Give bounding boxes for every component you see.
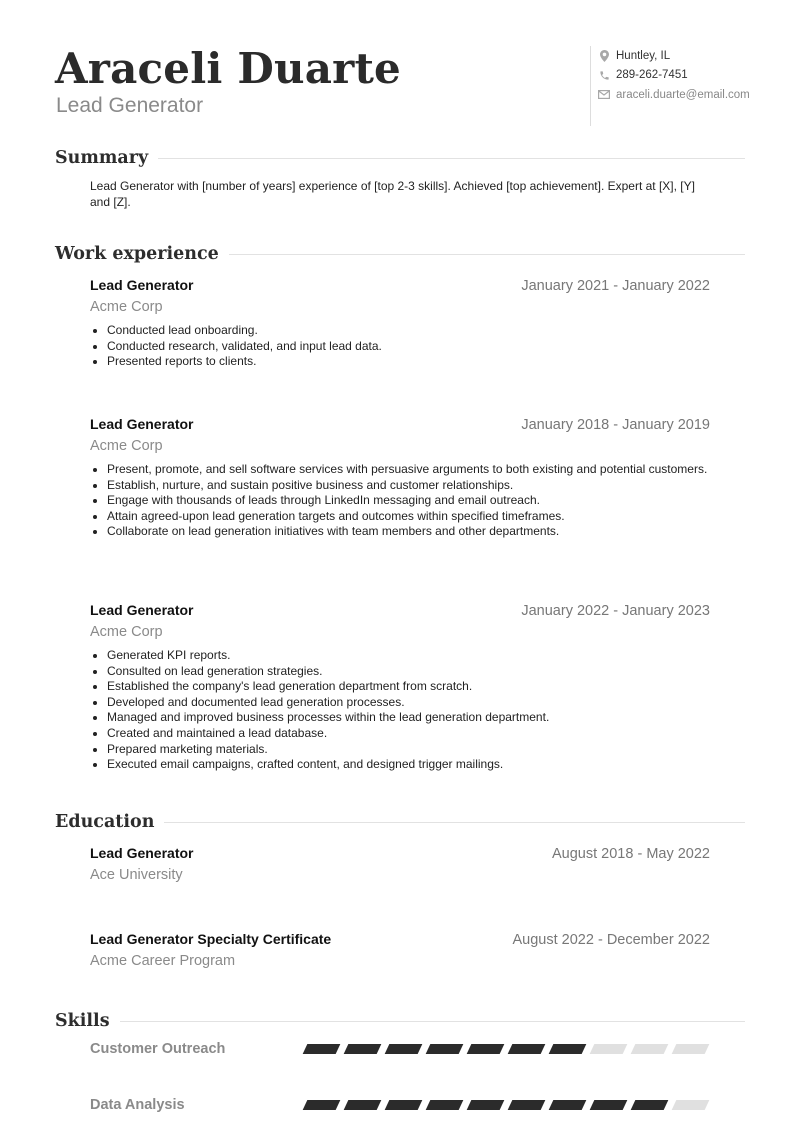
skill-level-bar	[305, 1100, 715, 1110]
contact-divider	[590, 46, 591, 126]
skill-segment-empty	[672, 1100, 710, 1110]
bullet-item: • Establish, nurture, and sustain positive business and customer relationships.	[107, 478, 710, 494]
bullet-item: • Conducted lead onboarding.	[107, 323, 710, 339]
education-degree: Lead Generator	[90, 845, 194, 861]
skills-heading: Skills	[55, 1011, 110, 1031]
work-entry-title: Lead Generator	[90, 416, 194, 432]
phone-icon	[598, 69, 610, 81]
summary-text: Lead Generator with [number of years] experience of [top 2-3 skills]. Achieved [top achievement]. Expert at [X], [Y] and [Z].	[90, 179, 695, 209]
bullet-item: • Established the company's lead generation department from scratch.	[107, 679, 710, 695]
skill-segment-filled	[426, 1044, 464, 1054]
skill-segment-empty	[631, 1044, 669, 1054]
education-dates: August 2018 - May 2022	[552, 846, 710, 862]
education-degree: Lead Generator Specialty Certificate	[90, 931, 332, 947]
bullet-item: • Presented reports to clients.	[107, 354, 710, 370]
work-entry-title: Lead Generator	[90, 277, 194, 293]
contact-list	[598, 46, 750, 105]
work-entry-bullets	[90, 323, 710, 370]
skill-segment-empty	[672, 1044, 710, 1054]
skill-segment-filled	[385, 1100, 423, 1110]
skill-row	[90, 1039, 715, 1059]
skill-segment-filled	[508, 1044, 546, 1054]
section-divider	[120, 1021, 745, 1022]
work-entry	[90, 600, 710, 773]
skill-name: Data Analysis	[90, 1097, 185, 1113]
section-divider	[158, 158, 745, 159]
education-section-header	[55, 809, 745, 835]
skill-segment-filled	[303, 1100, 341, 1110]
resume-job-title: Lead Generator	[56, 94, 204, 117]
skill-row	[90, 1095, 715, 1115]
map-pin-icon	[598, 50, 610, 62]
work-entry-bullets	[90, 462, 710, 540]
bullet-item: • Generated KPI reports.	[107, 648, 710, 664]
education-school: Ace University	[90, 867, 183, 883]
skill-segment-filled	[631, 1100, 669, 1110]
skills-section-header	[55, 1008, 745, 1034]
bullet-item: • Created and maintained a lead database.	[107, 726, 710, 742]
education-entry	[90, 929, 710, 971]
bullet-item: • Developed and documented lead generation processes.	[107, 695, 710, 711]
contact-email[interactable]	[598, 85, 750, 105]
education-heading: Education	[55, 812, 155, 832]
bullet-item: • Collaborate on lead generation initiatives with team members and other departments.	[107, 524, 710, 540]
skill-segment-filled	[426, 1100, 464, 1110]
work-entry-company: Acme Corp	[90, 624, 163, 640]
work-entry-dates: January 2021 - January 2022	[521, 278, 710, 294]
contact-phone-text: 289-262-7451	[616, 69, 688, 82]
work-entry-dates: January 2018 - January 2019	[521, 417, 710, 433]
work-heading: Work experience	[55, 244, 219, 264]
education-school: Acme Career Program	[90, 953, 236, 969]
bullet-item: • Managed and improved business processes within the lead generation department.	[107, 710, 710, 726]
work-entry-company: Acme Corp	[90, 299, 163, 315]
section-divider	[229, 254, 745, 255]
skill-segment-empty	[590, 1044, 628, 1054]
contact-phone	[598, 66, 750, 86]
bullet-item: • Prepared marketing materials.	[107, 742, 710, 758]
skill-segment-filled	[549, 1044, 587, 1054]
summary-heading: Summary	[55, 148, 149, 168]
education-entry	[90, 843, 710, 885]
contact-location	[598, 46, 750, 66]
work-entry-company: Acme Corp	[90, 438, 163, 454]
bullet-item: • Conducted research, validated, and input lead data.	[107, 339, 710, 355]
skill-segment-filled	[344, 1044, 382, 1054]
skill-segment-filled	[549, 1100, 587, 1110]
work-entry-title: Lead Generator	[90, 602, 194, 618]
contact-email-text[interactable]: araceli.duarte@email.com	[616, 88, 750, 101]
work-entry	[90, 275, 710, 370]
skill-segment-filled	[467, 1100, 505, 1110]
education-dates: August 2022 - December 2022	[512, 932, 710, 948]
skill-segment-filled	[303, 1044, 341, 1054]
skill-segment-filled	[344, 1100, 382, 1110]
work-entry	[90, 414, 710, 540]
skill-segment-filled	[590, 1100, 628, 1110]
skill-level-bar	[305, 1044, 715, 1054]
bullet-item: • Engage with thousands of leads through LinkedIn messaging and email outreach.	[107, 493, 710, 509]
contact-location-text: Huntley, IL	[616, 49, 671, 62]
envelope-icon	[598, 89, 610, 101]
section-divider	[164, 822, 745, 823]
bullet-item: • Present, promote, and sell software services with persuasive arguments to both existing and potential customers.	[107, 462, 710, 478]
skill-segment-filled	[385, 1044, 423, 1054]
bullet-item: • Consulted on lead generation strategies.	[107, 664, 710, 680]
work-section-header	[55, 241, 745, 267]
resume-name: Araceli Duarte	[55, 44, 401, 93]
skill-segment-filled	[508, 1100, 546, 1110]
skill-segment-filled	[467, 1044, 505, 1054]
summary-section-header	[55, 145, 745, 171]
work-entry-dates: January 2022 - January 2023	[521, 603, 710, 619]
bullet-item: • Attain agreed-upon lead generation targets and outcomes within specified timeframes.	[107, 509, 710, 525]
bullet-item: • Executed email campaigns, crafted content, and designed trigger mailings.	[107, 757, 710, 773]
work-entry-bullets	[90, 648, 710, 773]
skill-name: Customer Outreach	[90, 1041, 226, 1057]
